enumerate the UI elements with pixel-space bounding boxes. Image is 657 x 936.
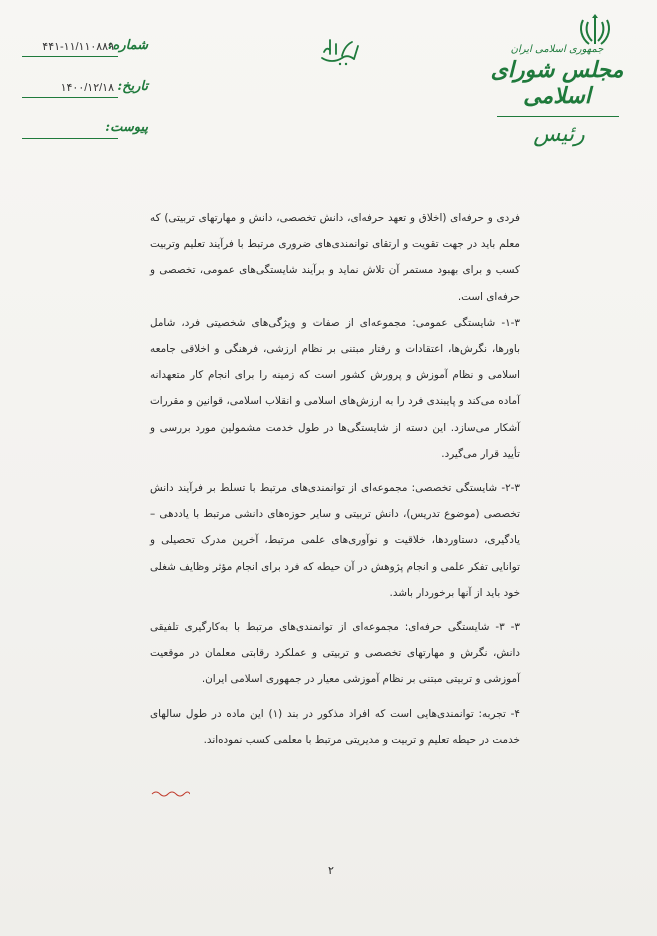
number-value: ۴۴۱-۱۱/۱۱۰۸۸۹ (42, 41, 114, 53)
date-value: ۱۴۰۰/۱۲/۱۸ (60, 82, 114, 94)
number-line (22, 56, 118, 57)
header-divider (497, 116, 619, 117)
letter-meta (22, 36, 148, 159)
page-number: ۲ (328, 864, 334, 877)
country-name: جمهوری اسلامی ایران (510, 44, 604, 55)
attachment-label: پیوست: (105, 120, 148, 135)
number-label: شماره: (107, 38, 148, 53)
parliament-name (487, 44, 627, 109)
paragraph: ۱-۳- شایستگی عمومی: مجموعه‌ای از صفات و ویژگی‌های شخصیتی فرد، شامل باورها، نگرش‌ها، اعتقادات و رفتار مبتنی بر نظام ارزشی، فرهنگی و اخلاقی جامعه اسلامی و نظام آموزش و پرورش کشور است که زمینه را برای انجام کار متعهدانه آماده می‌کند و پایبندی فرد را به ارزش‌های اسلامی و انقلاب اسلامی، قوانین و مقررات آشکار می‌سازد. این دسته از شایستگی‌ها در طول خدمت مشمولین مورد بررسی و تأیید قرار می‌گیرد. (150, 316, 520, 460)
speaker-title: رئیس (533, 122, 585, 147)
date-label: تاریخ: (117, 79, 148, 94)
number-row (22, 36, 148, 64)
date-line (22, 97, 118, 98)
basmala-calligraphy-icon (318, 34, 362, 68)
parliament-title: مجلس شورای اسلامی (490, 57, 624, 109)
paragraph: ۴- تجربه: توانمندی‌هایی است که افراد مذکور در بند (۱) این ماده در طول سالهای خدمت در حیطه تعلیم و تربیت و مدیریتی مرتبط با معلمی کسب نموده‌اند. (150, 707, 520, 746)
attachment-row (22, 118, 148, 146)
paragraph: ۳- ۳- شایستگی حرفه‌ای: مجموعه‌ای از توانمندی‌های مرتبط با به‌کارگیری تلفیقی دانش، نگرش و مهارتهای تخصصی و تربیتی و عملکرد رقابتی معلمان در موقعیت آموزشی و تربیتی مبتنی بر نظام آموزشی معیار در جمهوری اسلامی ایران. (150, 621, 520, 686)
iran-emblem-icon (575, 14, 615, 48)
letter-body (150, 205, 520, 761)
paragraph: ۲-۳- شایستگی تخصصی: مجموعه‌ای از توانمندی‌های مرتبط با تسلط بر فرآیند دانش تخصصی (موضوع تدریس)، دانش تربیتی و سایر حوزه‌های دانشی مرتبط با یاددهی – یادگیری، دستاوردها، خلاقیت و نوآوری‌های علمی مرتبط، آخرین مدرک تحصیلی و توانایی تفکر علمی و انجام پژوهش در آن حیطه که فرد برای انجام مؤثر وظایف شغلی خود باید از آنها برخوردار باشد. (150, 482, 520, 599)
spellcheck-underline (150, 788, 190, 798)
date-row (22, 77, 148, 105)
attachment-line (22, 138, 118, 139)
paragraph: فردی و حرفه‌ای (اخلاق و تعهد حرفه‌ای، دانش تخصصی، دانش و مهارتهای تربیتی) که معلم باید در جهت تقویت و ارتقای توانمندی‌های ضروری مرتبط با فرآیند تعلیم وتربیت کسب و برای بهبود مستمر آن تلاش نماید و برآیند شایستگی‌های عمومی، تخصصی و حرفه‌ای است. (150, 212, 520, 303)
